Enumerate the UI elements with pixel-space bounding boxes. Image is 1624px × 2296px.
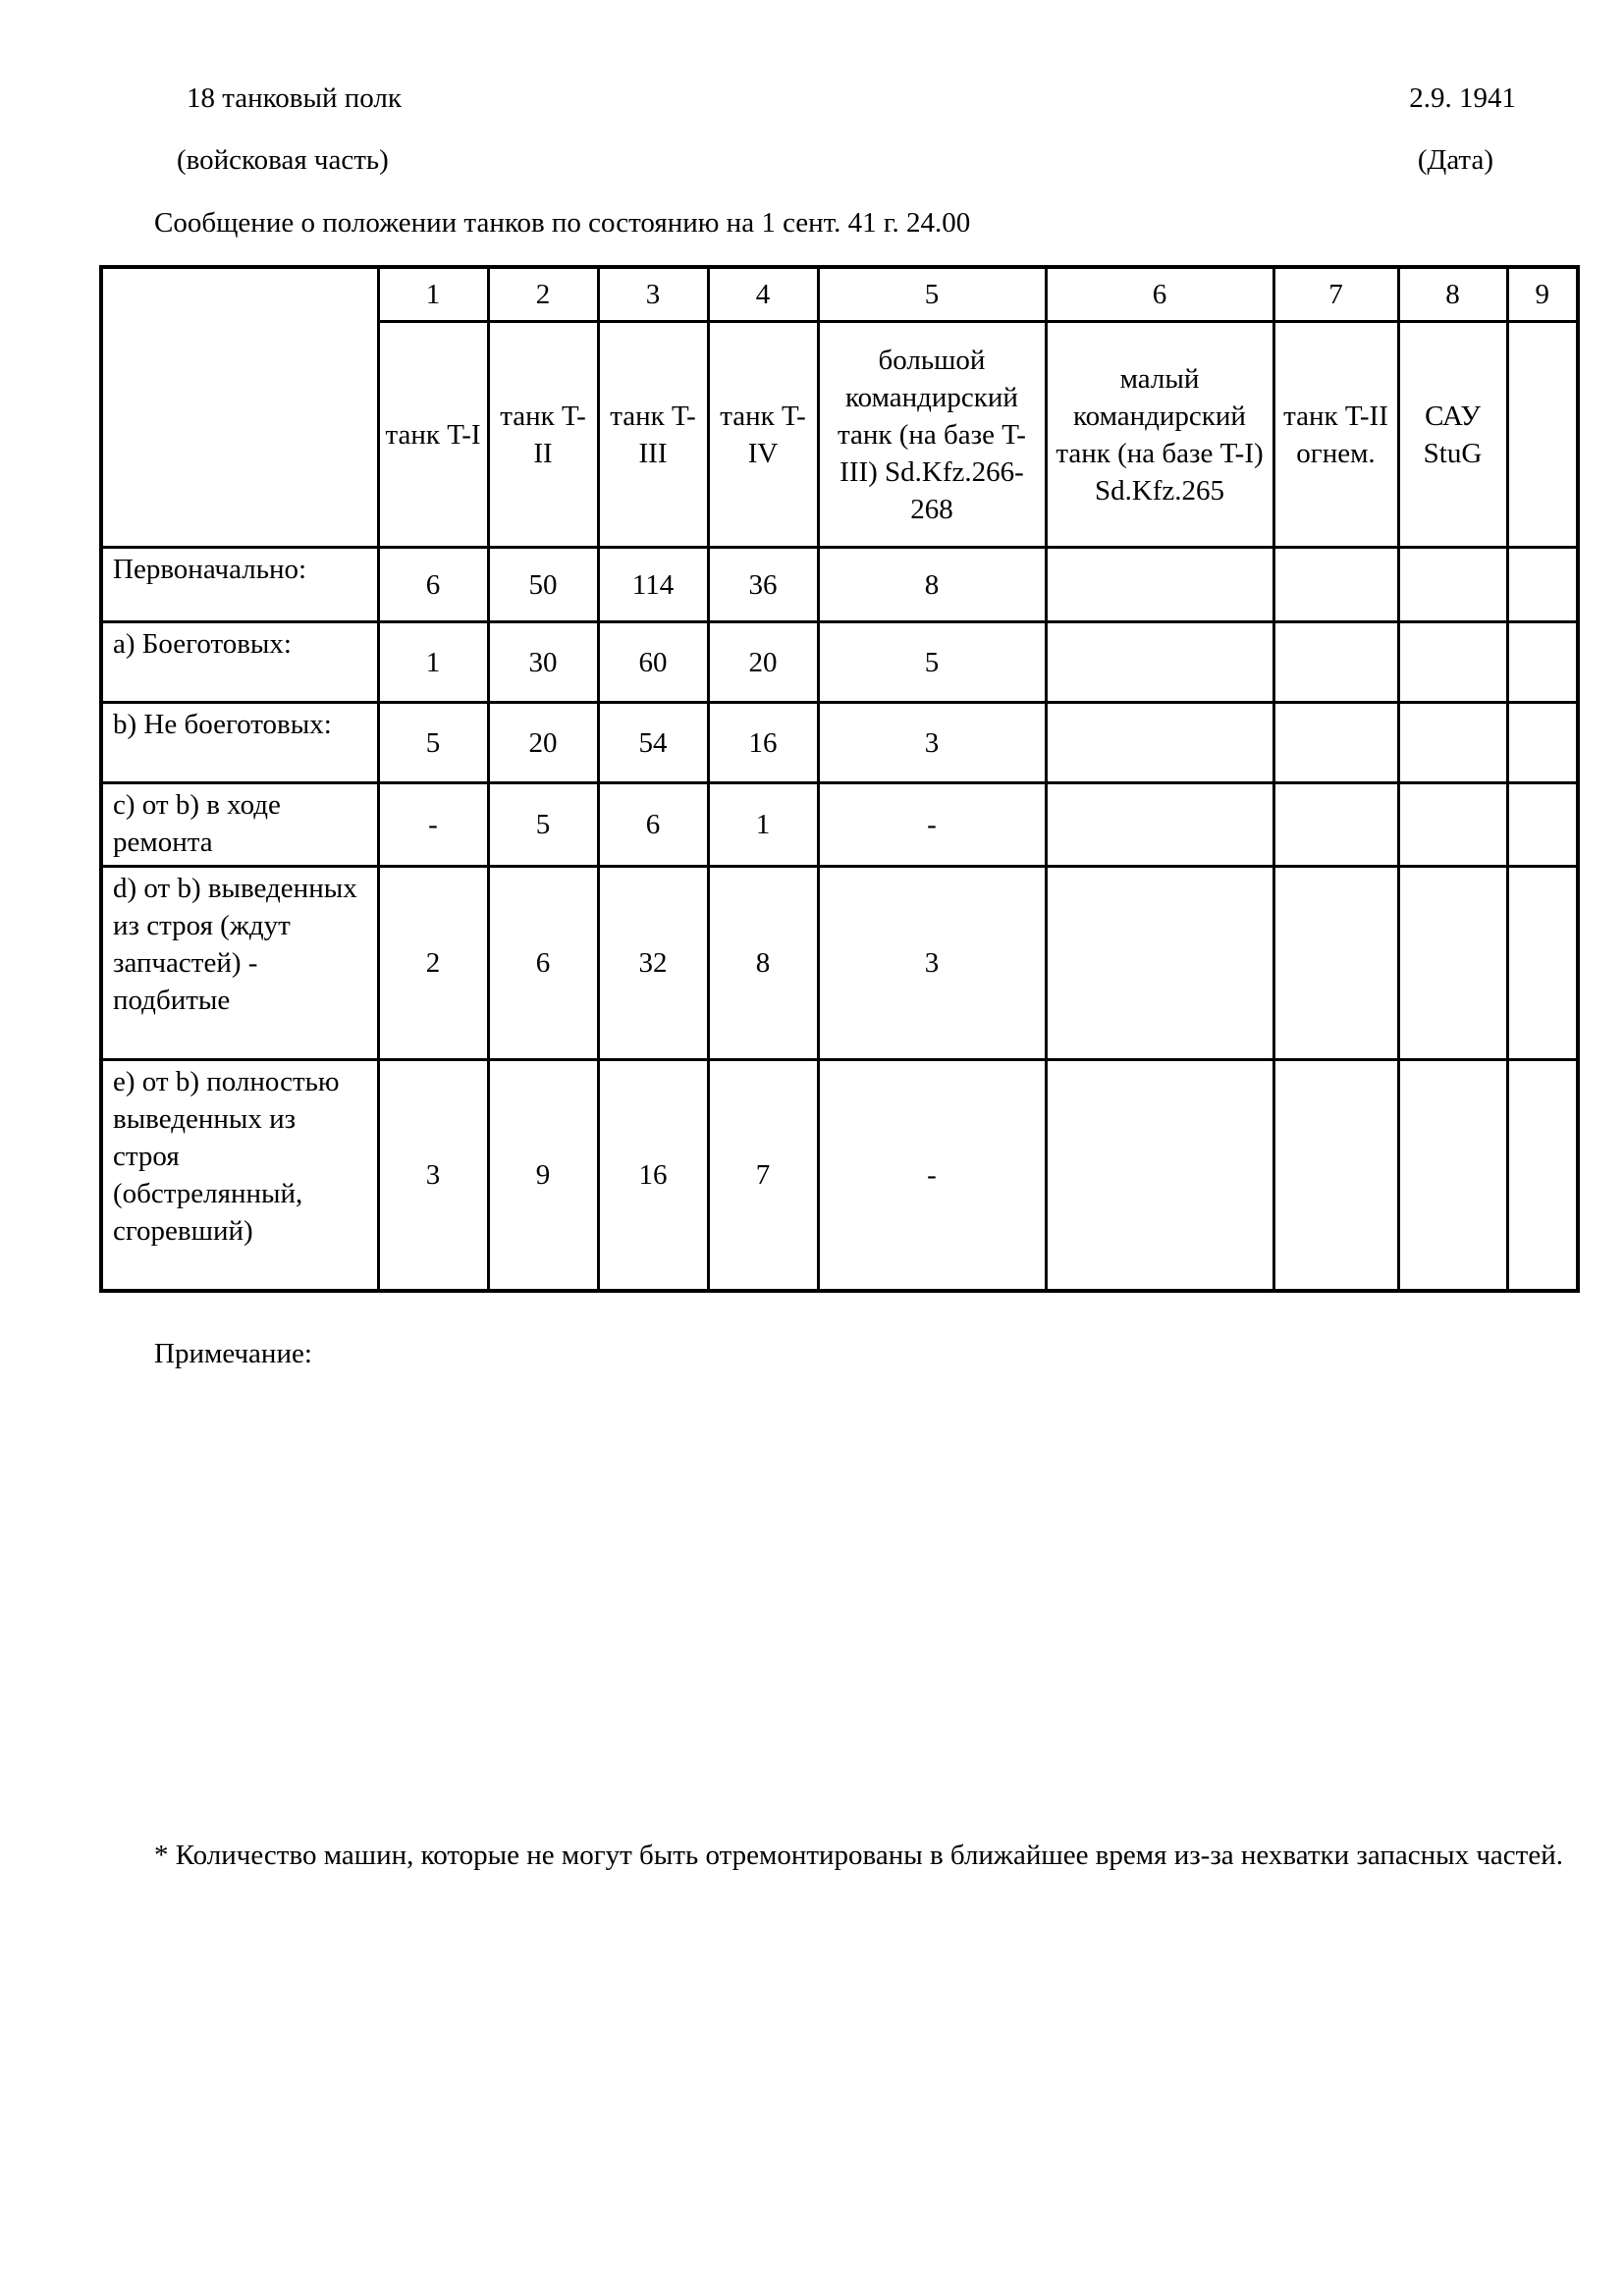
table-cell: 6 bbox=[488, 867, 598, 1060]
row-label: d) от b) выведенных из строя (ждут запчастей) - подбитые bbox=[101, 867, 378, 1060]
table-cell: 9 bbox=[488, 1060, 598, 1292]
table-row bbox=[101, 622, 1578, 703]
table-cell bbox=[1398, 783, 1507, 867]
table-cell bbox=[1507, 622, 1578, 703]
military-unit-caption: (войсковая часть) bbox=[177, 144, 389, 176]
table-cell bbox=[1273, 1060, 1398, 1292]
tank-status-table bbox=[99, 265, 1580, 1293]
table-cell: 2 bbox=[378, 867, 488, 1060]
table-cell: 50 bbox=[488, 548, 598, 622]
footnote: * Количество машин, которые не могут быть отремонтированы в ближайшее время из-за нехватки запасных частей. bbox=[154, 1840, 1563, 1871]
date-caption: (Дата) bbox=[1417, 144, 1493, 176]
table-cell bbox=[1507, 867, 1578, 1060]
table-cell: 3 bbox=[378, 1060, 488, 1292]
column-number: 4 bbox=[708, 267, 818, 322]
row-label: b) Не боеготовых: bbox=[101, 703, 378, 783]
column-header bbox=[1507, 322, 1578, 548]
note-label: Примечание: bbox=[154, 1338, 312, 1369]
table-cell bbox=[1507, 1060, 1578, 1292]
table-cell bbox=[1398, 703, 1507, 783]
table-cell: 5 bbox=[378, 703, 488, 783]
column-number: 7 bbox=[1273, 267, 1398, 322]
table-cell: 6 bbox=[598, 783, 708, 867]
table-cell bbox=[1046, 783, 1273, 867]
table-cell bbox=[1398, 867, 1507, 1060]
table-cell: 54 bbox=[598, 703, 708, 783]
table-cell: 5 bbox=[818, 622, 1046, 703]
table-cell bbox=[1046, 1060, 1273, 1292]
table-cell bbox=[1507, 703, 1578, 783]
table-cell bbox=[1273, 867, 1398, 1060]
corner-cell bbox=[101, 267, 378, 548]
table-row bbox=[101, 703, 1578, 783]
column-number-row bbox=[101, 267, 1578, 322]
table-cell bbox=[1273, 703, 1398, 783]
table-cell: 32 bbox=[598, 867, 708, 1060]
table-row bbox=[101, 783, 1578, 867]
table-cell: 6 bbox=[378, 548, 488, 622]
table-cell bbox=[1046, 622, 1273, 703]
table-cell: - bbox=[378, 783, 488, 867]
document-date: 2.9. 1941 bbox=[1409, 82, 1516, 114]
table-cell: 60 bbox=[598, 622, 708, 703]
table-row bbox=[101, 548, 1578, 622]
row-label: a) Боеготовых: bbox=[101, 622, 378, 703]
table-cell: 36 bbox=[708, 548, 818, 622]
table-cell bbox=[1398, 622, 1507, 703]
report-title: Сообщение о положении танков по состоянию на 1 сент. 41 г. 24.00 bbox=[154, 207, 971, 239]
column-number: 8 bbox=[1398, 267, 1507, 322]
table-row bbox=[101, 867, 1578, 1060]
table-cell: 1 bbox=[708, 783, 818, 867]
column-header: малый командирский танк (на базе T-I) Sd.Kfz.265 bbox=[1046, 322, 1273, 548]
column-header: танк T-II bbox=[488, 322, 598, 548]
column-number: 1 bbox=[378, 267, 488, 322]
table-cell bbox=[1273, 548, 1398, 622]
table-cell: 16 bbox=[708, 703, 818, 783]
table-cell: 30 bbox=[488, 622, 598, 703]
table-cell bbox=[1507, 783, 1578, 867]
column-number: 3 bbox=[598, 267, 708, 322]
table-cell: 3 bbox=[818, 867, 1046, 1060]
row-label: Первоначально: bbox=[101, 548, 378, 622]
table-cell: 7 bbox=[708, 1060, 818, 1292]
table-cell: 20 bbox=[708, 622, 818, 703]
column-number: 6 bbox=[1046, 267, 1273, 322]
table-cell: 16 bbox=[598, 1060, 708, 1292]
table-cell bbox=[1046, 548, 1273, 622]
table-cell: 1 bbox=[378, 622, 488, 703]
column-header: танк T-III bbox=[598, 322, 708, 548]
table-cell: 8 bbox=[708, 867, 818, 1060]
column-header: САУ StuG bbox=[1398, 322, 1507, 548]
table-cell: 3 bbox=[818, 703, 1046, 783]
column-number: 2 bbox=[488, 267, 598, 322]
table-cell: 114 bbox=[598, 548, 708, 622]
table-cell: - bbox=[818, 1060, 1046, 1292]
table-cell bbox=[1046, 703, 1273, 783]
row-label: e) от b) полностью выведенных из строя (обстрелянный, сгоревший) bbox=[101, 1060, 378, 1292]
table-cell: 8 bbox=[818, 548, 1046, 622]
table-cell bbox=[1273, 783, 1398, 867]
table-cell: - bbox=[818, 783, 1046, 867]
column-header: танк T-IV bbox=[708, 322, 818, 548]
table-cell bbox=[1398, 548, 1507, 622]
column-header: танк T-II огнем. bbox=[1273, 322, 1398, 548]
military-unit: 18 танковый полк bbox=[187, 82, 402, 114]
column-number: 5 bbox=[818, 267, 1046, 322]
table-row bbox=[101, 1060, 1578, 1292]
table-cell: 5 bbox=[488, 783, 598, 867]
table-cell bbox=[1273, 622, 1398, 703]
row-label: c) от b) в ходе ремонта bbox=[101, 783, 378, 867]
table-cell bbox=[1398, 1060, 1507, 1292]
table-cell bbox=[1507, 548, 1578, 622]
column-header: танк T-I bbox=[378, 322, 488, 548]
table-cell: 20 bbox=[488, 703, 598, 783]
table-cell bbox=[1046, 867, 1273, 1060]
column-header: большой командирский танк (на базе T-III) Sd.Kfz.266-268 bbox=[818, 322, 1046, 548]
column-number: 9 bbox=[1507, 267, 1578, 322]
